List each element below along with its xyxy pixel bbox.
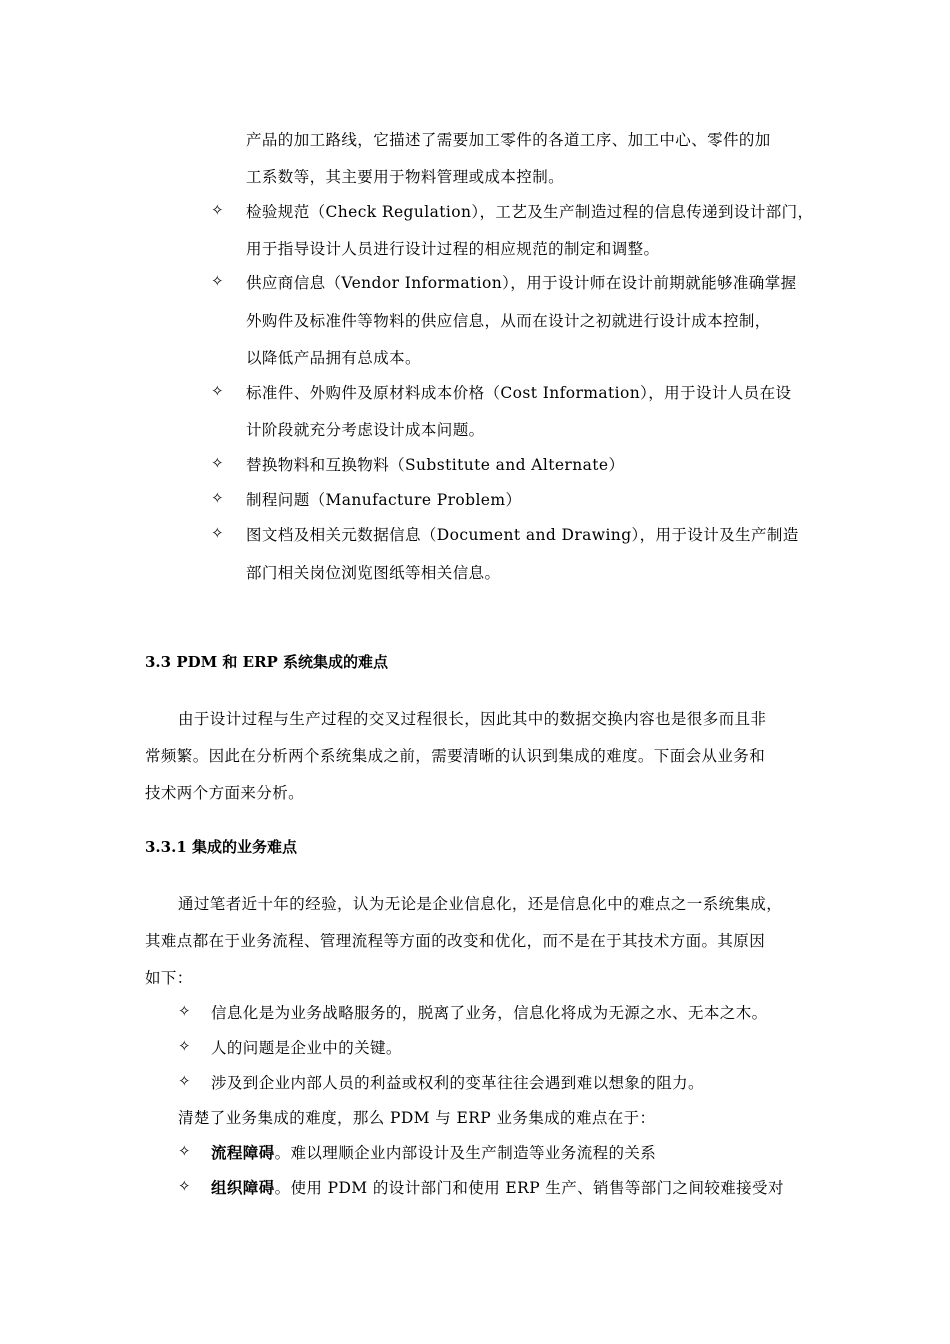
diamond-bullet-icon: ✧	[211, 489, 224, 507]
diamond-bullet-icon: ✧	[178, 1072, 191, 1090]
list-item-line: 外购件及标准件等物料的供应信息，从而在设计之初就进行设计成本控制，	[246, 312, 771, 330]
bold-term: 流程障碍	[211, 1143, 275, 1162]
list-item-text: 。使用 PDM 的设计部门和使用 ERP 生产、销售等部门之间较难接受对	[274, 1179, 784, 1197]
bold-term: 组织障碍	[211, 1178, 275, 1197]
diamond-bullet-icon: ✧	[211, 454, 224, 472]
list-continuation-line: 产品的加工路线，它描述了需要加工零件的各道工序、加工中心、零件的加	[246, 131, 771, 149]
list-item-text: 。难以理顺企业内部设计及生产制造等业务流程的关系	[274, 1144, 657, 1162]
section-heading: 3.3 PDM 和 ERP 系统集成的难点	[145, 653, 389, 671]
list-item-line: 计阶段就充分考虑设计成本问题。	[246, 421, 485, 439]
diamond-bullet-icon: ✧	[211, 382, 224, 400]
list-item-line: 检验规范（Check Regulation），工艺及生产制造过程的信息传递到设计部门，	[246, 203, 814, 221]
list-item-line: 供应商信息（Vendor Information），用于设计师在设计前期就能够准确掌握	[246, 274, 797, 292]
paragraph-line: 技术两个方面来分析。	[145, 784, 305, 802]
list-item-line: 以降低产品拥有总成本。	[246, 349, 421, 367]
paragraph-line: 如下：	[145, 969, 193, 987]
list-continuation-line: 工系数等，其主要用于物料管理或成本控制。	[246, 168, 565, 186]
list-item-line	[211, 1176, 784, 1198]
list-item-line: 涉及到企业内部人员的利益或权利的变革往往会遇到难以想象的阻力。	[211, 1074, 704, 1092]
paragraph-line: 常频繁。因此在分析两个系统集成之前，需要清晰的认识到集成的难度。下面会从业务和	[145, 747, 766, 765]
paragraph-line: 清楚了业务集成的难度，那么 PDM 与 ERP 业务集成的难点在于：	[178, 1109, 656, 1127]
list-item-line: 用于指导设计人员进行设计过程的相应规范的制定和调整。	[246, 240, 660, 258]
diamond-bullet-icon: ✧	[178, 1177, 191, 1195]
diamond-bullet-icon: ✧	[211, 272, 224, 290]
diamond-bullet-icon: ✧	[178, 1002, 191, 1020]
diamond-bullet-icon: ✧	[211, 524, 224, 542]
list-item-line	[211, 1141, 656, 1163]
paragraph-line: 其难点都在于业务流程、管理流程等方面的改变和优化，而不是在于其技术方面。其原因	[145, 932, 766, 950]
list-item-line: 制程问题（Manufacture Problem）	[246, 491, 522, 509]
list-item-line: 部门相关岗位浏览图纸等相关信息。	[246, 564, 501, 582]
paragraph-line: 由于设计过程与生产过程的交叉过程很长，因此其中的数据交换内容也是很多而且非	[178, 710, 767, 728]
list-item-line: 图文档及相关元数据信息（Document and Drawing），用于设计及生产制造	[246, 526, 799, 544]
subsection-heading: 3.3.1 集成的业务难点	[145, 838, 297, 856]
list-item-line: 标准件、外购件及原材料成本价格（Cost Information），用于设计人员在设	[246, 384, 792, 402]
diamond-bullet-icon: ✧	[211, 201, 224, 219]
diamond-bullet-icon: ✧	[178, 1037, 191, 1055]
diamond-bullet-icon: ✧	[178, 1142, 191, 1160]
list-item-line: 人的问题是企业中的关键。	[211, 1039, 402, 1057]
paragraph-line: 通过笔者近十年的经验，认为无论是企业信息化，还是信息化中的难点之一系统集成，	[178, 895, 783, 913]
list-item-line: 替换物料和互换物料（Substitute and Alternate）	[246, 456, 625, 474]
list-item-line: 信息化是为业务战略服务的，脱离了业务，信息化将成为无源之水、无本之木。	[211, 1004, 768, 1022]
